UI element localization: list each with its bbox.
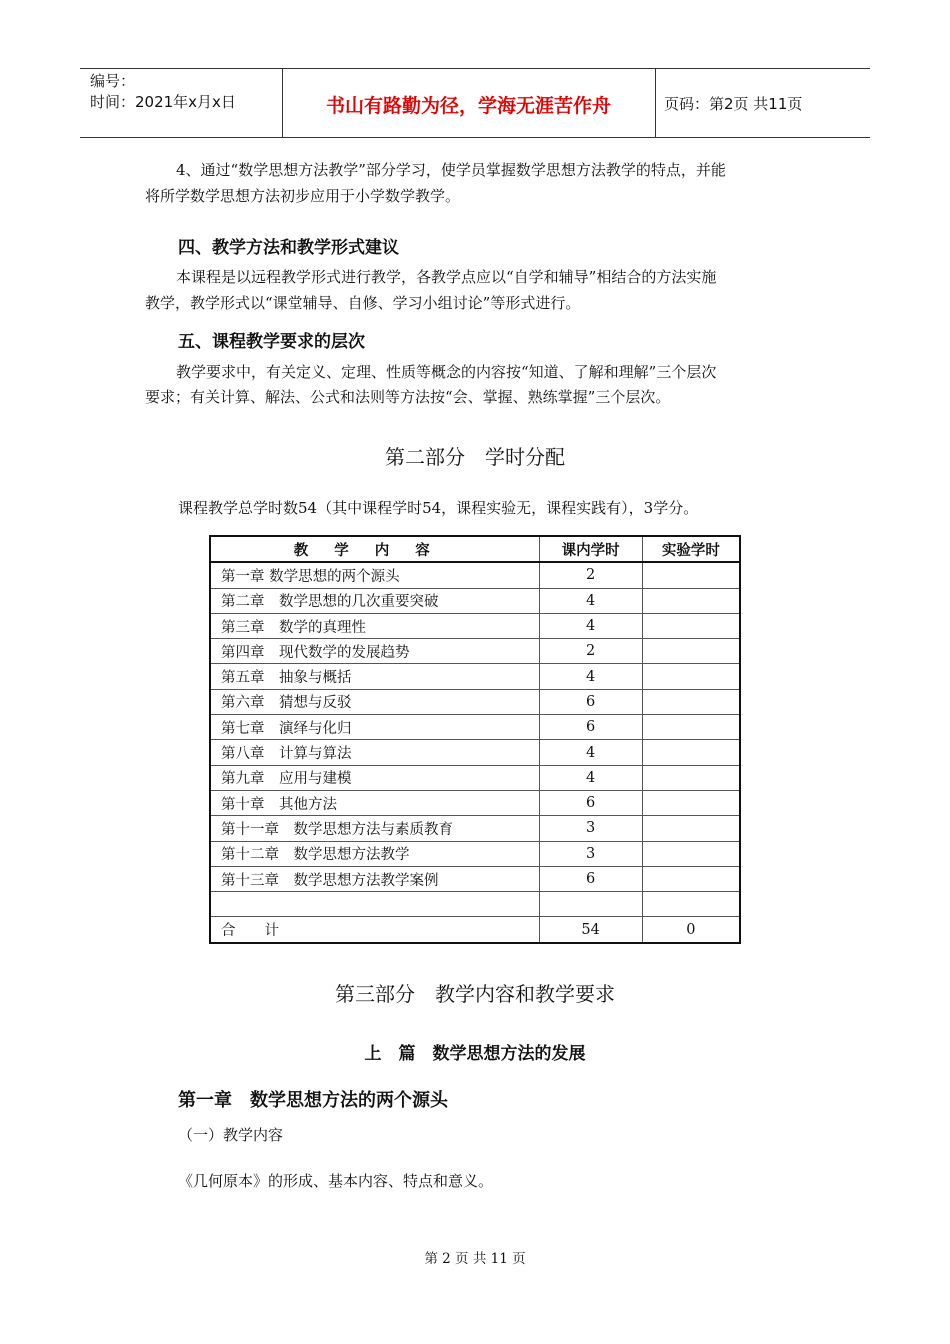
table-row bbox=[210, 841, 740, 866]
part-3-subtitle: 上 篇 数学思想方法的发展 bbox=[364, 1044, 586, 1064]
section-5-line1: 教学要求中，有关定义、定理、性质等概念的内容按“知道、了解和理解”三个层次 bbox=[176, 363, 717, 381]
class-hours: 6 bbox=[539, 866, 642, 891]
lab-hours bbox=[642, 715, 740, 740]
class-hours: 2 bbox=[539, 562, 642, 588]
table-row bbox=[210, 715, 740, 740]
class-hours: 3 bbox=[539, 841, 642, 866]
part-3-title: 第三部分 教学内容和教学要求 bbox=[335, 982, 615, 1006]
class-hours: 6 bbox=[539, 715, 642, 740]
chapter-name: 第一章 数学思想的两个源头 bbox=[210, 562, 539, 588]
lab-hours bbox=[642, 816, 740, 841]
document-time: 时间：2021年x月x日 bbox=[90, 93, 236, 111]
class-hours bbox=[539, 892, 642, 917]
table-row bbox=[210, 816, 740, 841]
chapter-1-heading: 第一章 数学思想方法的两个源头 bbox=[178, 1090, 448, 1111]
chapter-name: 第七章 演绎与化归 bbox=[210, 715, 539, 740]
table-total-row bbox=[210, 917, 740, 943]
header-class-hours: 课内学时 bbox=[539, 536, 642, 562]
section-5-heading: 五、课程教学要求的层次 bbox=[178, 332, 365, 352]
lab-hours bbox=[642, 689, 740, 714]
total-label: 合 计 bbox=[210, 917, 539, 943]
table-row bbox=[210, 664, 740, 689]
lab-hours bbox=[642, 664, 740, 689]
table-row bbox=[210, 689, 740, 714]
lab-hours bbox=[642, 765, 740, 790]
class-hours: 2 bbox=[539, 639, 642, 664]
chapter-name: 第九章 应用与建模 bbox=[210, 765, 539, 790]
header-left bbox=[90, 71, 236, 113]
class-hours: 3 bbox=[539, 816, 642, 841]
table-row bbox=[210, 740, 740, 765]
chapter-name: 第十二章 数学思想方法教学 bbox=[210, 841, 539, 866]
table-header-row bbox=[210, 536, 740, 562]
lab-hours bbox=[642, 892, 740, 917]
chapter-name: 第四章 现代数学的发展趋势 bbox=[210, 639, 539, 664]
section-4-line1: 本课程是以远程教学形式进行教学，各教学点应以“自学和辅导”相结合的方法实施 bbox=[176, 268, 717, 286]
hours-table bbox=[209, 535, 741, 944]
table-row bbox=[210, 866, 740, 891]
objective-4-line1: 4、通过“数学思想方法教学”部分学习，使学员掌握数学思想方法教学的特点，并能 bbox=[176, 161, 726, 179]
header-lab-hours: 实验学时 bbox=[642, 536, 740, 562]
total-class-hours: 54 bbox=[539, 917, 642, 943]
chapter-name: 第十章 其他方法 bbox=[210, 790, 539, 815]
teaching-content-text: 《几何原本》的形成、基本内容、特点和意义。 bbox=[178, 1172, 494, 1190]
header-page-info: 页码：第2页 共11页 bbox=[664, 95, 803, 113]
page-header bbox=[80, 68, 870, 138]
table-row bbox=[210, 765, 740, 790]
class-hours: 6 bbox=[539, 790, 642, 815]
section-5-line2: 要求；有关计算、解法、公式和法则等方法按“会、掌握、熟练掌握”三个层次。 bbox=[145, 388, 671, 406]
lab-hours bbox=[642, 588, 740, 613]
chapter-name: 第十一章 数学思想方法与素质教育 bbox=[210, 816, 539, 841]
header-motto: 书山有路勤为径，学海无涯苦作舟 bbox=[325, 95, 611, 117]
chapter-name: 第六章 猜想与反驳 bbox=[210, 689, 539, 714]
page-footer: 第 2 页 共 11 页 bbox=[424, 1251, 526, 1267]
objective-4-line2: 将所学数学思想方法初步应用于小学数学教学。 bbox=[145, 187, 461, 205]
total-lab-hours: 0 bbox=[642, 917, 740, 943]
document-number-label: 编号： bbox=[90, 72, 136, 90]
chapter-name: 第二章 数学思想的几次重要突破 bbox=[210, 588, 539, 613]
lab-hours bbox=[642, 841, 740, 866]
part-2-title: 第二部分 学时分配 bbox=[385, 445, 565, 469]
lab-hours bbox=[642, 790, 740, 815]
class-hours: 6 bbox=[539, 689, 642, 714]
table-row bbox=[210, 588, 740, 613]
chapter-name: 第八章 计算与算法 bbox=[210, 740, 539, 765]
lab-hours bbox=[642, 562, 740, 588]
class-hours: 4 bbox=[539, 765, 642, 790]
chapter-name: 第五章 抽象与概括 bbox=[210, 664, 539, 689]
part-2-summary: 课程教学总学时数54（其中课程学时54，课程实验无，课程实践有），3学分。 bbox=[178, 499, 699, 517]
table-row bbox=[210, 790, 740, 815]
lab-hours bbox=[642, 866, 740, 891]
class-hours: 4 bbox=[539, 664, 642, 689]
table-row bbox=[210, 639, 740, 664]
chapter-name: 第十三章 数学思想方法教学案例 bbox=[210, 866, 539, 891]
class-hours: 4 bbox=[539, 740, 642, 765]
chapter-name: 第三章 数学的真理性 bbox=[210, 613, 539, 638]
class-hours: 4 bbox=[539, 588, 642, 613]
table-row bbox=[210, 562, 740, 588]
lab-hours bbox=[642, 613, 740, 638]
table-row bbox=[210, 613, 740, 638]
teaching-content-heading: （一）教学内容 bbox=[178, 1126, 284, 1144]
lab-hours bbox=[642, 639, 740, 664]
header-content: 教学内容 bbox=[210, 536, 539, 562]
lab-hours bbox=[642, 740, 740, 765]
section-4-heading: 四、教学方法和教学形式建议 bbox=[178, 238, 399, 258]
class-hours: 4 bbox=[539, 613, 642, 638]
table-row-empty bbox=[210, 892, 740, 917]
chapter-name bbox=[210, 892, 539, 917]
header-divider bbox=[655, 69, 656, 137]
section-4-line2: 教学，教学形式以“课堂辅导、自修、学习小组讨论”等形式进行。 bbox=[145, 294, 581, 312]
